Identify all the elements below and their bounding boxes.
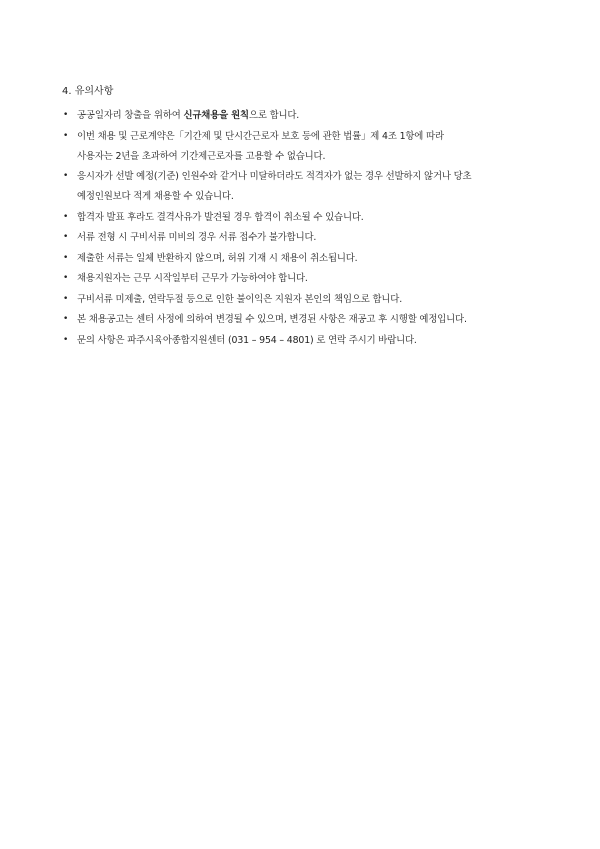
bullet-icon: • xyxy=(63,252,69,263)
notice-text: 문의 사항은 파주시육아종합지원센터 (031 – 954 – 4801) 로 연락 주시기 바랍니다. xyxy=(77,334,417,346)
bullet-icon: • xyxy=(63,232,69,242)
notice-item-missing-documents xyxy=(63,230,553,245)
notice-item-disqualification xyxy=(63,210,553,225)
notice-text: 서류 전형 시 구비서류 미비의 경우 서류 접수가 불가합니다. xyxy=(77,232,317,243)
notice-text-line2: 예정인원보다 적게 채용할 수 있습니다. xyxy=(77,191,234,202)
notice-item-contact xyxy=(63,333,553,348)
notice-item-selection-count xyxy=(63,169,553,204)
notice-item-contract-term xyxy=(63,129,553,164)
bullet-icon: • xyxy=(63,171,69,181)
bullet-icon: • xyxy=(63,130,69,141)
notice-text-line2: 사용자는 2년을 초과하여 기간제근로자를 고용할 수 없습니다. xyxy=(77,150,326,162)
notice-text: 구비서류 미제출, 연락두절 등으로 인한 불이익은 지원자 본인의 책임으로 합니다. xyxy=(77,293,403,305)
notice-text xyxy=(77,108,553,123)
bullet-icon: • xyxy=(63,314,69,324)
notice-text: 채용지원자는 근무 시작일부터 근무가 가능하여야 합니다. xyxy=(77,273,308,284)
notice-text-post: 으로 합니다. xyxy=(248,110,300,121)
notice-text-pre: 공공일자리 창출을 위하여 xyxy=(77,110,184,121)
section-title: 4. 유의사항 xyxy=(62,86,114,97)
notice-item-no-return xyxy=(63,251,553,266)
notice-item-announcement-change xyxy=(63,312,553,327)
notice-text-line1: 응시자가 선발 예정(기준) 인원수와 같거나 미달하더라도 적격자가 없는 경우 선발하지 않거나 당초 xyxy=(77,171,472,182)
notice-text-emphasis: 신규채용을 원칙 xyxy=(183,110,249,121)
notice-text: 제출한 서류는 일체 반환하지 않으며, 허위 기재 시 채용이 취소됩니다. xyxy=(77,252,358,264)
bullet-icon: • xyxy=(63,211,69,222)
bullet-icon: • xyxy=(63,273,69,283)
notice-item-new-hire-principle xyxy=(63,108,553,123)
bullet-icon: • xyxy=(63,110,69,120)
notice-item-applicant-responsibility xyxy=(63,292,553,307)
bullet-icon: • xyxy=(63,293,69,304)
bullet-icon: • xyxy=(63,334,69,345)
notice-text-line1: 이번 채용 및 근로계약은「기간제 및 단시간근로자 보호 등에 관한 법률」제 4조 1항에 따라 xyxy=(77,130,444,142)
notice-item-start-date xyxy=(63,271,553,286)
notice-text: 합격자 발표 후라도 결격사유가 발견될 경우 합격이 취소될 수 있습니다. xyxy=(77,211,364,223)
notice-list xyxy=(63,108,553,353)
notice-text: 본 채용공고는 센터 사정에 의하여 변경될 수 있으며, 변경된 사항은 재공고 후 시행할 예정입니다. xyxy=(77,314,467,325)
